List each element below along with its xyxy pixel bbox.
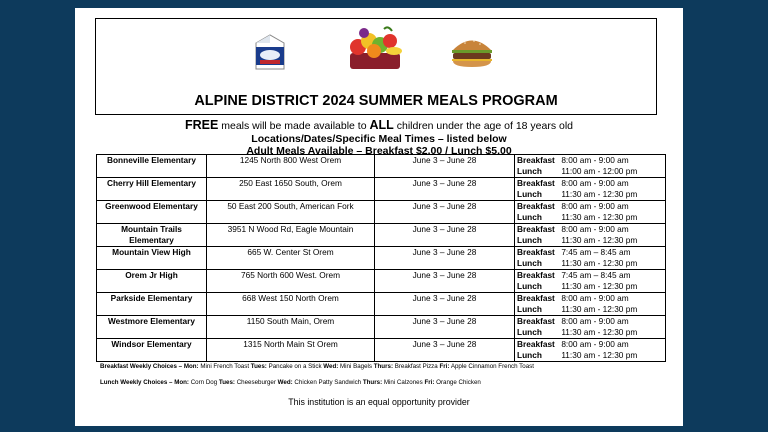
site-name: Westmore Elementary <box>97 316 207 339</box>
site-name: Mountain Trails Elementary <box>97 224 207 247</box>
lunch-label: Lunch <box>517 212 542 222</box>
site-address: 1315 North Main St Orem <box>207 339 375 362</box>
breakfast-time-row <box>517 178 663 189</box>
breakfast-weekly-choices <box>100 363 534 370</box>
site-row <box>97 270 666 293</box>
site-address: 665 W. Center St Orem <box>207 247 375 270</box>
site-address: 50 East 200 South, American Fork <box>207 201 375 224</box>
site-times <box>515 224 666 247</box>
site-row <box>97 339 666 362</box>
milk-carton-icon <box>252 33 288 71</box>
lunch-label: Lunch <box>517 304 542 314</box>
site-name: Bonneville Elementary <box>97 155 207 178</box>
site-name: Greenwood Elementary <box>97 201 207 224</box>
lunch-time-row <box>517 281 663 292</box>
breakfast-day-fri: Fri: <box>439 363 450 370</box>
locations-line: Locations/Dates/Specific Meal Times – listed below <box>251 133 507 145</box>
lunch-item-mon: Corn Dog <box>190 379 218 386</box>
site-dates: June 3 – June 28 <box>375 270 515 293</box>
site-address: 1150 South Main, Orem <box>207 316 375 339</box>
flyer-page <box>75 8 683 426</box>
site-address: 3951 N Wood Rd, Eagle Mountain <box>207 224 375 247</box>
lunch-day-wed: Wed: <box>277 379 293 386</box>
breakfast-day-mon: Mon: <box>183 363 199 370</box>
lunch-day-tues: Tues: <box>218 379 235 386</box>
site-times <box>515 201 666 224</box>
site-dates: June 3 – June 28 <box>375 293 515 316</box>
program-title: ALPINE DISTRICT 2024 SUMMER MEALS PROGRAM <box>194 93 558 109</box>
breakfast-label: Breakfast <box>517 339 555 349</box>
lunch-time: 11:30 am - 12:30 pm <box>561 281 638 291</box>
lunch-label: Lunch <box>517 166 542 176</box>
free-text: FREE <box>184 118 219 132</box>
hamburger-icon <box>450 35 494 69</box>
breakfast-time: 7:45 am – 8:45 am <box>561 247 631 257</box>
breakfast-weekly-title: Breakfast Weekly Choices – <box>100 363 183 370</box>
lunch-item-fri: Orange Chicken <box>436 379 481 386</box>
free-line-end: children under the age of 18 years old <box>393 120 574 132</box>
breakfast-label: Breakfast <box>517 224 555 234</box>
site-address: 250 East 1650 South, Orem <box>207 178 375 201</box>
breakfast-label: Breakfast <box>517 270 555 280</box>
fruit-basket-icon <box>344 25 406 71</box>
lunch-label: Lunch <box>517 350 542 360</box>
site-row <box>97 178 666 201</box>
breakfast-time: 8:00 am - 9:00 am <box>561 316 629 326</box>
breakfast-time: 8:00 am - 9:00 am <box>561 224 629 234</box>
site-times <box>515 316 666 339</box>
site-address: 1245 North 800 West Orem <box>207 155 375 178</box>
breakfast-day-tues: Tues: <box>250 363 267 370</box>
breakfast-label: Breakfast <box>517 178 555 188</box>
meal-sites-table <box>96 154 666 362</box>
site-dates: June 3 – June 28 <box>375 155 515 178</box>
site-dates: June 3 – June 28 <box>375 201 515 224</box>
site-name: Cherry Hill Elementary <box>97 178 207 201</box>
site-times <box>515 270 666 293</box>
breakfast-time-row <box>517 247 663 258</box>
breakfast-time: 8:00 am - 9:00 am <box>561 201 629 211</box>
site-name: Mountain View High <box>97 247 207 270</box>
breakfast-time-row <box>517 201 663 212</box>
lunch-time-row <box>517 304 663 315</box>
breakfast-time-row <box>517 316 663 327</box>
breakfast-label: Breakfast <box>517 293 555 303</box>
site-times <box>515 178 666 201</box>
breakfast-item-thurs: Breakfast Pizza <box>394 363 438 370</box>
site-row <box>97 293 666 316</box>
banner-icons <box>96 23 656 79</box>
breakfast-time-row <box>517 155 663 166</box>
site-row <box>97 201 666 224</box>
lunch-time: 11:30 am - 12:30 pm <box>561 258 638 268</box>
site-row <box>97 316 666 339</box>
site-times <box>515 247 666 270</box>
lunch-time-row <box>517 189 663 200</box>
site-address: 765 North 600 West. Orem <box>207 270 375 293</box>
lunch-time: 11:30 am - 12:30 pm <box>561 327 638 337</box>
site-times <box>515 339 666 362</box>
breakfast-item-tues: Pancake on a Stick <box>268 363 322 370</box>
site-row <box>97 155 666 178</box>
intro <box>75 119 683 157</box>
banner <box>95 18 657 115</box>
lunch-time: 11:30 am - 12:30 pm <box>561 189 638 199</box>
lunch-time: 11:30 am - 12:30 pm <box>561 350 638 360</box>
lunch-label: Lunch <box>517 327 542 337</box>
lunch-day-fri: Fri: <box>424 379 435 386</box>
breakfast-time-row <box>517 270 663 281</box>
lunch-time-row <box>517 258 663 269</box>
breakfast-time-row <box>517 339 663 350</box>
breakfast-day-thurs: Thurs: <box>373 363 393 370</box>
site-name: Orem Jr High <box>97 270 207 293</box>
lunch-time-row <box>517 212 663 223</box>
site-dates: June 3 – June 28 <box>375 247 515 270</box>
free-meals-line <box>75 119 683 133</box>
breakfast-time: 8:00 am - 9:00 am <box>561 178 629 188</box>
breakfast-time: 8:00 am - 9:00 am <box>561 339 629 349</box>
site-dates: June 3 – June 28 <box>375 339 515 362</box>
lunch-time-row <box>517 166 663 177</box>
breakfast-day-wed: Wed: <box>323 363 339 370</box>
site-row <box>97 247 666 270</box>
breakfast-time-row <box>517 293 663 304</box>
adult-meals-line: Adult Meals Available – Breakfast $2.00 / Lunch $5.00 <box>246 145 512 157</box>
breakfast-time-row <box>517 224 663 235</box>
site-dates: June 3 – June 28 <box>375 178 515 201</box>
lunch-time: 11:30 am - 12:30 pm <box>561 235 638 245</box>
site-name: Windsor Elementary <box>97 339 207 362</box>
breakfast-label: Breakfast <box>517 316 555 326</box>
lunch-time-row <box>517 235 663 246</box>
lunch-time-row <box>517 327 663 338</box>
all-text: ALL <box>369 118 394 132</box>
free-line-mid: meals will be made available to <box>218 120 370 132</box>
lunch-time: 11:00 am - 12:00 pm <box>561 166 638 176</box>
lunch-day-thurs: Thurs: <box>362 379 383 386</box>
breakfast-item-wed: Mini Bagels <box>340 363 373 370</box>
breakfast-label: Breakfast <box>517 155 555 165</box>
site-times <box>515 293 666 316</box>
site-dates: June 3 – June 28 <box>375 224 515 247</box>
breakfast-label: Breakfast <box>517 247 555 257</box>
lunch-item-thurs: Mini Calzones <box>383 379 423 386</box>
lunch-weekly-title: Lunch Weekly Choices – <box>100 379 173 386</box>
breakfast-label: Breakfast <box>517 201 555 211</box>
breakfast-item-fri: Apple Cinnamon French Toast <box>450 363 534 370</box>
lunch-label: Lunch <box>517 258 542 268</box>
lunch-time-row <box>517 350 663 361</box>
equal-opportunity-statement: This institution is an equal opportunity provider <box>288 397 470 407</box>
meal-sites-body <box>97 155 666 362</box>
breakfast-time: 7:45 am – 8:45 am <box>561 270 631 280</box>
site-times <box>515 155 666 178</box>
breakfast-time: 8:00 am - 9:00 am <box>561 155 629 165</box>
lunch-weekly-choices <box>100 379 481 386</box>
site-name: Parkside Elementary <box>97 293 207 316</box>
lunch-time: 11:30 am - 12:30 pm <box>561 212 638 222</box>
breakfast-time: 8:00 am - 9:00 am <box>561 293 629 303</box>
breakfast-item-mon: Mini French Toast <box>200 363 250 370</box>
lunch-label: Lunch <box>517 189 542 199</box>
lunch-item-tues: Cheeseburger <box>236 379 276 386</box>
lunch-day-mon: Mon: <box>174 379 189 386</box>
site-dates: June 3 – June 28 <box>375 316 515 339</box>
lunch-label: Lunch <box>517 281 542 291</box>
lunch-item-wed: Chicken Patty Sandwich <box>294 379 362 386</box>
site-address: 668 West 150 North Orem <box>207 293 375 316</box>
lunch-time: 11:30 am - 12:30 pm <box>561 304 638 314</box>
site-row <box>97 224 666 247</box>
lunch-label: Lunch <box>517 235 542 245</box>
